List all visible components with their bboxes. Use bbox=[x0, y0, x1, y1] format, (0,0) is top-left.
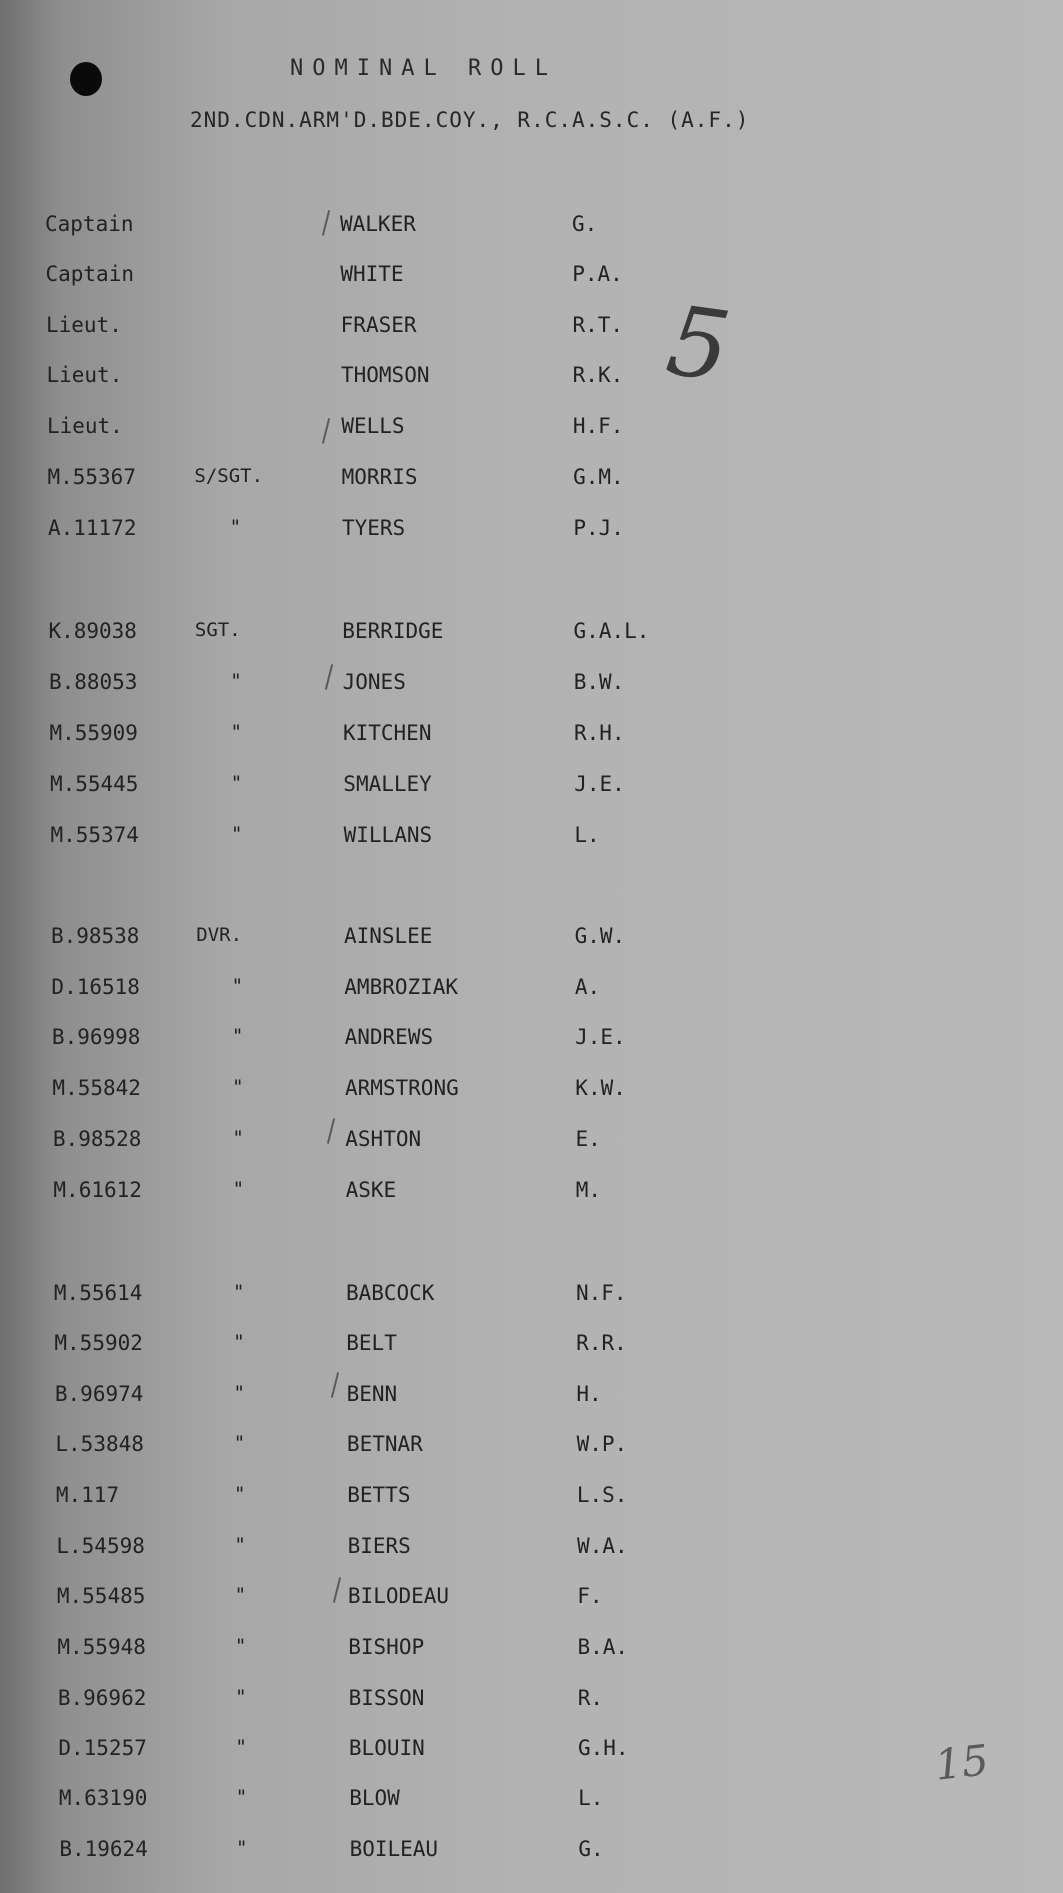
surname: ASKE bbox=[345, 1178, 397, 1202]
tick-mark bbox=[322, 418, 330, 444]
rank: " bbox=[231, 975, 244, 997]
service-number: Lieut. bbox=[45, 313, 122, 337]
service-number: B.96962 bbox=[57, 1686, 147, 1710]
service-number: M.55948 bbox=[57, 1635, 146, 1659]
service-number: K.89038 bbox=[48, 619, 137, 643]
initials: L. bbox=[574, 823, 600, 847]
rank: " bbox=[235, 1786, 248, 1808]
surname: BENN bbox=[346, 1382, 398, 1406]
surname: THOMSON bbox=[340, 363, 430, 387]
rank: " bbox=[232, 1178, 245, 1200]
initials: G.M. bbox=[573, 465, 624, 489]
service-number: L.54598 bbox=[56, 1534, 145, 1558]
rank: " bbox=[231, 1025, 244, 1047]
service-number: M.63190 bbox=[58, 1786, 148, 1810]
initials: B.W. bbox=[573, 670, 625, 694]
surname: BETTS bbox=[347, 1483, 411, 1507]
surname: TYERS bbox=[341, 516, 406, 540]
service-number: B.96974 bbox=[54, 1382, 144, 1406]
service-number: M.117 bbox=[55, 1483, 120, 1507]
service-number: Captain bbox=[45, 212, 134, 236]
initials: N.F. bbox=[575, 1281, 627, 1305]
service-number: Lieut. bbox=[46, 363, 123, 387]
tick-mark bbox=[325, 664, 333, 690]
service-number: D.15257 bbox=[58, 1736, 147, 1760]
punch-hole bbox=[70, 62, 102, 96]
surname: JONES bbox=[342, 670, 406, 694]
initials: R. bbox=[577, 1686, 604, 1710]
service-number: B.88053 bbox=[48, 670, 138, 694]
service-number: M.55902 bbox=[54, 1331, 143, 1355]
rank: " bbox=[234, 1584, 247, 1606]
unit-subtitle: 2ND.CDN.ARM'D.BDE.COY., R.C.A.S.C. (A.F.) bbox=[190, 108, 750, 132]
surname: ANDREWS bbox=[344, 1025, 434, 1049]
initials: L.S. bbox=[576, 1483, 628, 1507]
rank: " bbox=[232, 1281, 245, 1303]
initials: W.A. bbox=[577, 1534, 628, 1558]
initials: A. bbox=[574, 975, 601, 999]
initials: J.E. bbox=[574, 772, 625, 796]
initials: H. bbox=[576, 1382, 602, 1406]
service-number: M.55367 bbox=[47, 465, 136, 489]
rank: " bbox=[232, 1127, 244, 1149]
initials: G. bbox=[572, 212, 598, 236]
surname: WALKER bbox=[340, 212, 416, 236]
surname: BABCOCK bbox=[345, 1281, 435, 1305]
surname: ASHTON bbox=[345, 1127, 422, 1151]
service-number: D.16518 bbox=[51, 975, 140, 999]
service-number: M.61612 bbox=[53, 1178, 142, 1202]
rank: " bbox=[232, 1076, 244, 1098]
surname: ARMSTRONG bbox=[344, 1076, 459, 1100]
initials: R.R. bbox=[576, 1331, 627, 1355]
surname: AINSLEE bbox=[343, 924, 433, 948]
initials: M. bbox=[575, 1178, 602, 1202]
surname: FRASER bbox=[340, 313, 417, 337]
initials: G.H. bbox=[577, 1736, 629, 1760]
initials: G.W. bbox=[574, 924, 626, 948]
surname: BILODEAU bbox=[347, 1584, 450, 1608]
initials: L. bbox=[578, 1786, 604, 1810]
service-number: A.11172 bbox=[47, 516, 137, 540]
rank: " bbox=[235, 1736, 247, 1758]
page-title: NOMINAL ROLL bbox=[290, 56, 557, 81]
service-number: M.55842 bbox=[52, 1076, 141, 1100]
rank: SGT. bbox=[194, 619, 241, 641]
rank: DVR. bbox=[196, 924, 243, 946]
surname: WILLANS bbox=[343, 823, 433, 847]
rank: S/SGT. bbox=[194, 465, 264, 487]
handwritten-mark: 5 bbox=[660, 284, 737, 404]
surname: SMALLEY bbox=[343, 772, 432, 796]
surname: BELT bbox=[346, 1331, 397, 1355]
surname: WELLS bbox=[341, 414, 405, 438]
surname: WHITE bbox=[340, 262, 404, 286]
rank: " bbox=[233, 1432, 246, 1454]
surname: BISSON bbox=[348, 1686, 425, 1710]
tick-mark bbox=[322, 210, 330, 236]
service-number: B.19624 bbox=[59, 1837, 148, 1861]
surname: BLOUIN bbox=[348, 1736, 425, 1760]
surname: MORRIS bbox=[341, 465, 418, 489]
surname: BETNAR bbox=[346, 1432, 423, 1456]
service-number: M.55374 bbox=[50, 823, 139, 847]
initials: J.E. bbox=[575, 1025, 626, 1049]
service-number: M.55485 bbox=[56, 1584, 146, 1608]
tick-mark bbox=[333, 1577, 341, 1603]
initials: R.T. bbox=[572, 313, 624, 337]
service-number: M.55614 bbox=[53, 1281, 143, 1305]
initials: R.K. bbox=[572, 363, 624, 387]
rank: " bbox=[234, 1483, 246, 1505]
initials: F. bbox=[577, 1584, 603, 1608]
initials: E. bbox=[575, 1127, 601, 1151]
initials: P.J. bbox=[573, 516, 624, 540]
rank: " bbox=[230, 721, 242, 743]
rank: " bbox=[230, 670, 242, 692]
initials: K.W. bbox=[575, 1076, 626, 1100]
tick-mark bbox=[331, 1372, 339, 1398]
surname: BERRIDGE bbox=[342, 619, 444, 643]
surname: BOILEAU bbox=[349, 1837, 439, 1861]
initials: R.H. bbox=[573, 721, 625, 745]
surname: BISHOP bbox=[348, 1635, 425, 1659]
service-number: Captain bbox=[45, 262, 134, 286]
rank: " bbox=[234, 1534, 246, 1556]
rank: " bbox=[229, 516, 242, 538]
service-number: L.53848 bbox=[55, 1432, 144, 1456]
service-number: B.98538 bbox=[50, 924, 140, 948]
initials: G. bbox=[578, 1837, 604, 1861]
service-number: B.98528 bbox=[52, 1127, 142, 1151]
tick-mark bbox=[327, 1118, 335, 1144]
page-mark: 15 bbox=[932, 1735, 991, 1790]
initials: G.A.L. bbox=[573, 619, 650, 643]
rank: " bbox=[235, 1686, 247, 1708]
rank: " bbox=[233, 1331, 245, 1353]
service-number: M.55909 bbox=[49, 721, 138, 745]
initials: B.A. bbox=[577, 1635, 629, 1659]
surname: AMBROZIAK bbox=[344, 975, 459, 999]
service-number: B.96998 bbox=[51, 1025, 141, 1049]
initials: H.F. bbox=[572, 414, 624, 438]
rank: " bbox=[234, 1635, 247, 1657]
surname: BIERS bbox=[347, 1534, 411, 1558]
service-number: M.55445 bbox=[49, 772, 139, 796]
service-number: Lieut. bbox=[46, 414, 123, 438]
rank: " bbox=[233, 1382, 245, 1404]
surname: BLOW bbox=[349, 1786, 400, 1810]
initials: P.A. bbox=[572, 262, 623, 286]
rank: " bbox=[235, 1837, 248, 1859]
rank: " bbox=[230, 772, 243, 794]
rank: " bbox=[231, 823, 243, 845]
surname: KITCHEN bbox=[342, 721, 432, 745]
initials: W.P. bbox=[576, 1432, 628, 1456]
